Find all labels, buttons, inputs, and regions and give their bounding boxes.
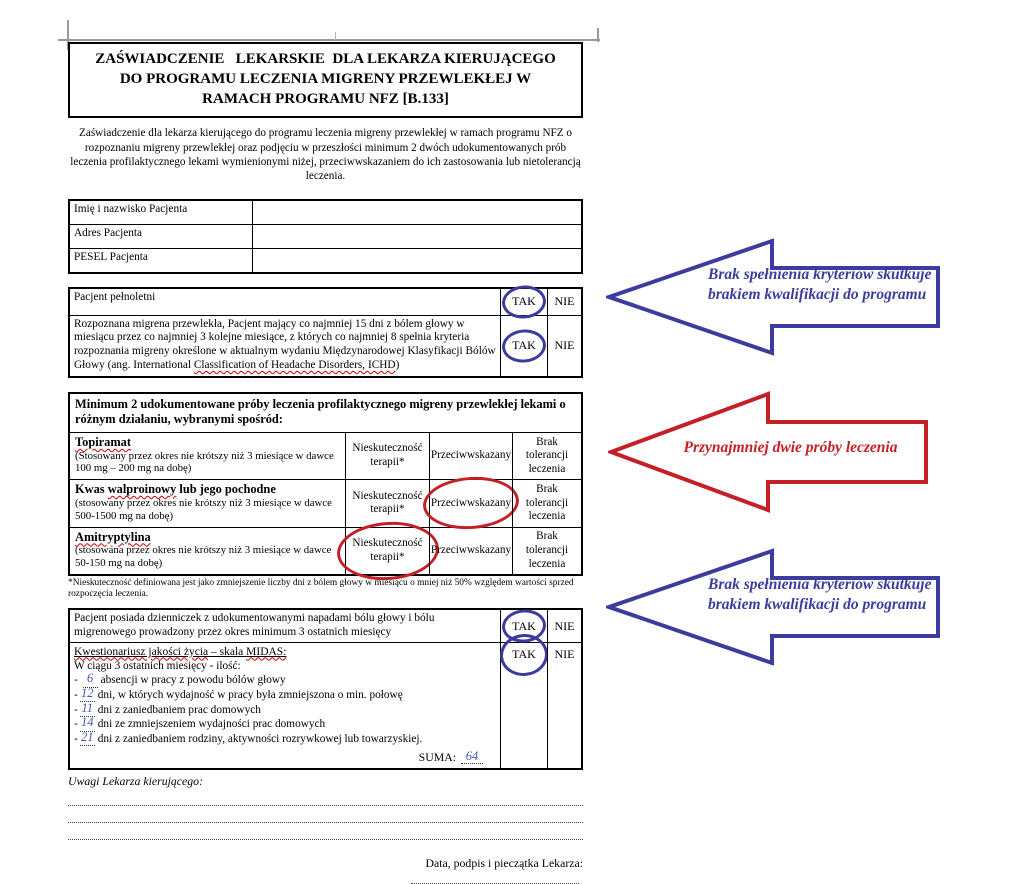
handwritten-value: 11	[81, 700, 94, 715]
table-row	[70, 315, 581, 376]
handwritten-sum-value: 64	[465, 748, 479, 763]
table-row	[70, 610, 581, 642]
form-title-line1: ZAŚWIADCZENIE LEKARSKIE DLA LEKARZA KIERUJĄCEGO	[95, 51, 556, 67]
midas-heading: Kwestionariusz jakości życia – skala MIDAS:	[74, 645, 287, 658]
amitriptyline-option-contraindicated[interactable]: Przeciwwskazany	[429, 528, 512, 574]
topiramat-option-contraindicated[interactable]: Przeciwwskazany	[429, 433, 512, 479]
drug-details: (stosowana przez okres nie krótszy niż 3 miesiące w dawce 50-150 mg na dobę)	[75, 544, 332, 570]
valproate-option-contraindicated[interactable]	[429, 480, 512, 526]
criterion-diagnosis-no-cell[interactable]	[547, 316, 581, 376]
valproate-option-intolerance[interactable]: Brak tolerancji leczenia	[512, 480, 581, 526]
valproate-option-ineffective[interactable]: Nieskuteczność terapii*	[345, 480, 429, 526]
annotation-arrow-blue-bottom	[606, 548, 942, 666]
annotation-text: Brak spełnienia kryteriów skutkuje brakiem kwalifikacji do programu	[708, 266, 932, 304]
table-row	[70, 224, 581, 248]
medical-certificate-form	[68, 42, 583, 884]
diary-criterion-label: Pacjent posiada dzienniczek z udokumentowanymi napadami bólu głowy i bólu migrenowego prowadzony przez okres minimum 3 ostatnich miesięcy	[74, 612, 435, 638]
no-label: NIE	[554, 618, 575, 633]
doctor-remarks-label: Uwagi Lekarza kierującego:	[68, 774, 203, 789]
patient-address-label: Adres Pacjenta	[74, 226, 143, 239]
midas-intro: W ciągu 3 ostatnich miesięcy - ilość:	[74, 659, 241, 672]
remarks-line-3[interactable]	[68, 823, 583, 840]
annotation-arrow-red	[608, 390, 930, 514]
criterion-diagnosis-text-wavy: Classification of Headache Disorders, ICHD	[193, 359, 396, 372]
handwritten-value: 14	[81, 715, 94, 730]
signature-line[interactable]	[411, 871, 579, 884]
table-row	[70, 201, 581, 224]
form-intro-paragraph: Zaświadczenie dla lekarza kierującego do programu leczenia migreny przewlekłej w ramach programu NFZ o rozpoznaniu migreny przewlekłej oraz podjęciu w przeszłości minimum 2 dwóch udokumentowanych prób leczenia profilaktycznego lekami wymienionymi niżej, przeciwwskazaniem do ich zastosowania lub nietolerancją leczenia.	[70, 127, 581, 183]
midas-item-absences: - 6 absencji w pracy z powodu bólów głowy	[74, 671, 286, 687]
handwritten-value: 6	[86, 671, 94, 686]
handwritten-value: 12	[81, 685, 94, 700]
drug-cell-topiramat	[70, 433, 345, 479]
midas-sum-row	[74, 750, 496, 765]
form-title	[68, 42, 583, 118]
yes-label: TAK	[512, 618, 536, 633]
gridline-tick-mid	[335, 32, 336, 40]
annotation-arrow-blue-top	[606, 238, 942, 356]
midas-item-reduced-household-productivity: - 14 dni ze zmniejszeniem wydajności prac domowych	[74, 715, 326, 731]
table-row-valproate	[70, 479, 581, 526]
table-row	[70, 289, 581, 315]
gridline-tick-right	[597, 28, 599, 42]
sum-label: SUMA:	[418, 749, 457, 764]
signature-label: Data, podpis i pieczątka Lekarza:	[425, 856, 583, 871]
topiramat-option-intolerance[interactable]: Brak tolerancji leczenia	[512, 433, 581, 479]
drug-details: (stosowany przez okres nie krótszy niż 3 miesiące w dawce 500-1500 mg na dobę)	[75, 497, 332, 522]
criterion-diagnosis-label	[70, 316, 500, 376]
yes-label: TAK	[512, 646, 536, 661]
patient-name-label: Imię i nazwisko Pacjenta	[74, 202, 188, 215]
patient-info-table	[68, 199, 583, 274]
midas-item-reduced-productivity-work: - 12 dni, w których wydajność w pracy była zmniejszona o min. połowę	[74, 685, 403, 701]
table-row-topiramat	[70, 432, 581, 479]
drug-cell-amitriptyline	[70, 528, 345, 574]
ineffectiveness-footnote: *Nieskuteczność definiowana jest jako zmniejszenie liczby dni z bólem głowy w miesiącu o mniej niż 50% względem wartości sprzed rozpoczęcia leczenia.	[68, 577, 574, 599]
amitriptyline-option-ineffective[interactable]	[345, 528, 429, 574]
table-row	[70, 248, 581, 272]
yes-label: TAK	[512, 338, 536, 353]
amitriptyline-option-intolerance[interactable]: Brak tolerancji leczenia	[512, 528, 581, 574]
diary-no-cell[interactable]	[547, 610, 581, 642]
table-row	[70, 394, 581, 432]
signature-section	[68, 856, 583, 884]
no-label: NIE	[554, 646, 575, 661]
drug-name: Topiramat	[75, 434, 131, 449]
remarks-line-1[interactable]	[68, 789, 583, 806]
patient-address-field[interactable]	[252, 225, 581, 248]
midas-no-cell[interactable]	[547, 643, 581, 769]
criterion-diagnosis-text-end: )	[395, 359, 400, 372]
form-title-line3: RAMACH PROGRAMU NFZ [B.133]	[202, 90, 449, 107]
page-top-gridline	[58, 39, 600, 41]
patient-pesel-field[interactable]	[252, 249, 581, 272]
handwritten-value: 21	[81, 729, 94, 744]
patient-name-field[interactable]	[252, 201, 581, 224]
option-label: Nieskuteczność terapii*	[352, 537, 423, 563]
criteria-table	[68, 287, 583, 378]
remarks-line-2[interactable]	[68, 806, 583, 823]
midas-questionnaire-cell	[70, 643, 500, 769]
yes-label-wrap	[512, 647, 536, 662]
criterion-adult-label: Pacjent pełnoletni	[74, 290, 156, 303]
diary-yes-cell[interactable]	[500, 610, 547, 642]
criterion-adult-yes-cell[interactable]	[500, 289, 547, 315]
annotation-text: Brak spełnienia kryteriów skutkuje brakiem kwalifikacji do programu	[708, 576, 932, 614]
yes-label: TAK	[512, 294, 536, 309]
topiramat-option-ineffective[interactable]: Nieskuteczność terapii*	[345, 433, 429, 479]
criterion-adult-no-cell[interactable]	[547, 289, 581, 315]
fill-in-blank[interactable]	[80, 729, 95, 746]
table-row-amitriptyline	[70, 527, 581, 574]
doctor-remarks-section	[68, 774, 583, 840]
diary-midas-table	[68, 608, 583, 770]
midas-item-family-social-neglect: - 21 dni z zaniedbaniem rodziny, aktywności rozrywkowej lub towarzyskiej.	[74, 729, 423, 745]
fill-in-blank[interactable]	[461, 748, 483, 765]
criterion-diagnosis-text: Rozpoznana migrena przewlekła, Pacjent mający co najmniej 15 dni z bólem głowy w miesiącu przez co najmniej 3 kolejne miesiące, z których co najmniej 8 spełnia kryteria rozpoznania migreny określone w aktualnym wydaniu Międzynarodowej Klasyfikacji Bólów Głowy (ang. International	[74, 317, 496, 372]
drug-name: Amitryptylina	[75, 529, 151, 544]
patient-pesel-label: PESEL Pacjenta	[74, 250, 148, 263]
drug-cell-valproate	[70, 480, 345, 526]
drug-details: (Stosowany przez okres nie krótszy niż 3 miesiące w dawce 100 mg – 200 mg na dobę)	[75, 449, 334, 475]
midas-item-household-neglect: - 11 dni z zaniedbaniem prac domowych	[74, 700, 261, 716]
no-label: NIE	[554, 294, 575, 309]
no-label: NIE	[554, 338, 575, 353]
table-row	[70, 642, 581, 769]
treatment-table-heading: Minimum 2 udokumentowane próby leczenia profilaktycznego migreny przewlekłej lekami o różnym działaniu, wybranymi spośród:	[75, 396, 566, 427]
midas-yes-cell[interactable]	[500, 643, 547, 769]
form-title-line2: DO PROGRAMU LECZENIA MIGRENY PRZEWLEKŁEJ W	[119, 70, 532, 87]
criterion-diagnosis-yes-cell[interactable]	[500, 316, 547, 376]
treatment-attempts-table	[68, 392, 583, 576]
drug-name: Kwas walproinowy lub jego pochodne	[75, 482, 276, 497]
annotation-text: Przynajmniej dwie próby leczenia	[683, 439, 898, 456]
option-label: Przeciwwskazany	[430, 496, 512, 509]
